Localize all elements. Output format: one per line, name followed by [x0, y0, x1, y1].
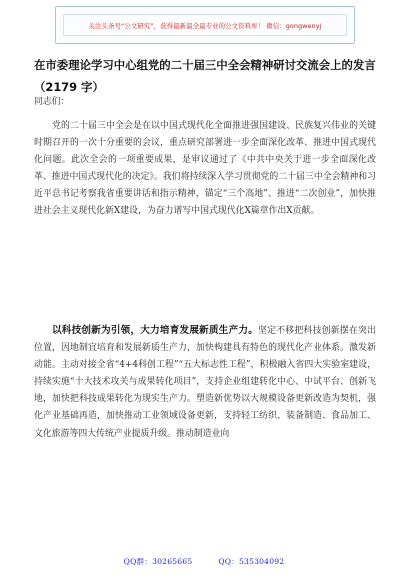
paragraph-1: 党的二十届三中全会是在以中国式现代化全面推进强国建设、民族复兴伟业的关键时期召开的一次十分重要的会议，重点研究部署进一步全面深化改革、推进中国式现代化问题。此次全会的一项重要成果，是审议通过了《中共中央关于进一步全面深化改革、推进中国式现代化的决定》。我们将持续深入学习贯彻党的二十届三中全会精神和习近平总书记考察我省重要讲话和指示精神，锚定“三个高地”、推进“二次创业”，加快推进社会主义现代化新X建设，为奋力谱写中国式现代化X篇章作出X贡献。	[34, 121, 376, 217]
header-banner-text: 关注头条号“公文研究”，获得最新最全最专业的公文资料库！ 微信：gongwenyj	[88, 21, 322, 30]
greeting: 同志们：	[34, 97, 70, 107]
footer-qq-group: QQ群：30265665	[123, 557, 193, 566]
document-title: 在市委理论学习中心组党的二十届三中全会精神研讨交流会上的发言（2179 字）	[34, 58, 376, 94]
paragraph-2	[34, 322, 376, 443]
header-banner-inner	[63, 14, 347, 36]
footer-qq: QQ：535304092	[218, 557, 285, 566]
paragraph-2-lead: 以科技创新为引领，大力培育发展新质生产力。	[52, 325, 259, 336]
footer-contact	[0, 556, 408, 567]
paragraph-2-body: 坚定不移把科技创新摆在突出位置，因地制宜培育和发展新质生产力，加快构建具有特色的现代化产业体系。激发新动能。主动对接全省“4+4科创工程”“五大标志性工程”，积极融入省四大实验室建设，持续实施“十大技术攻关与成果转化项目”，支持企业组建转化中心、中试平台、创新飞地，加快把科技成果转化为现实生产力。塑造新优势以大规模设备更新改造为契机，强化产业基础再造，加快推动工业领域设备更新，支持轻工纺织、装备制造、食品加工、文化旅游等四大传统产业提质升级。推动制造业向	[34, 326, 377, 439]
header-banner	[55, 6, 355, 44]
